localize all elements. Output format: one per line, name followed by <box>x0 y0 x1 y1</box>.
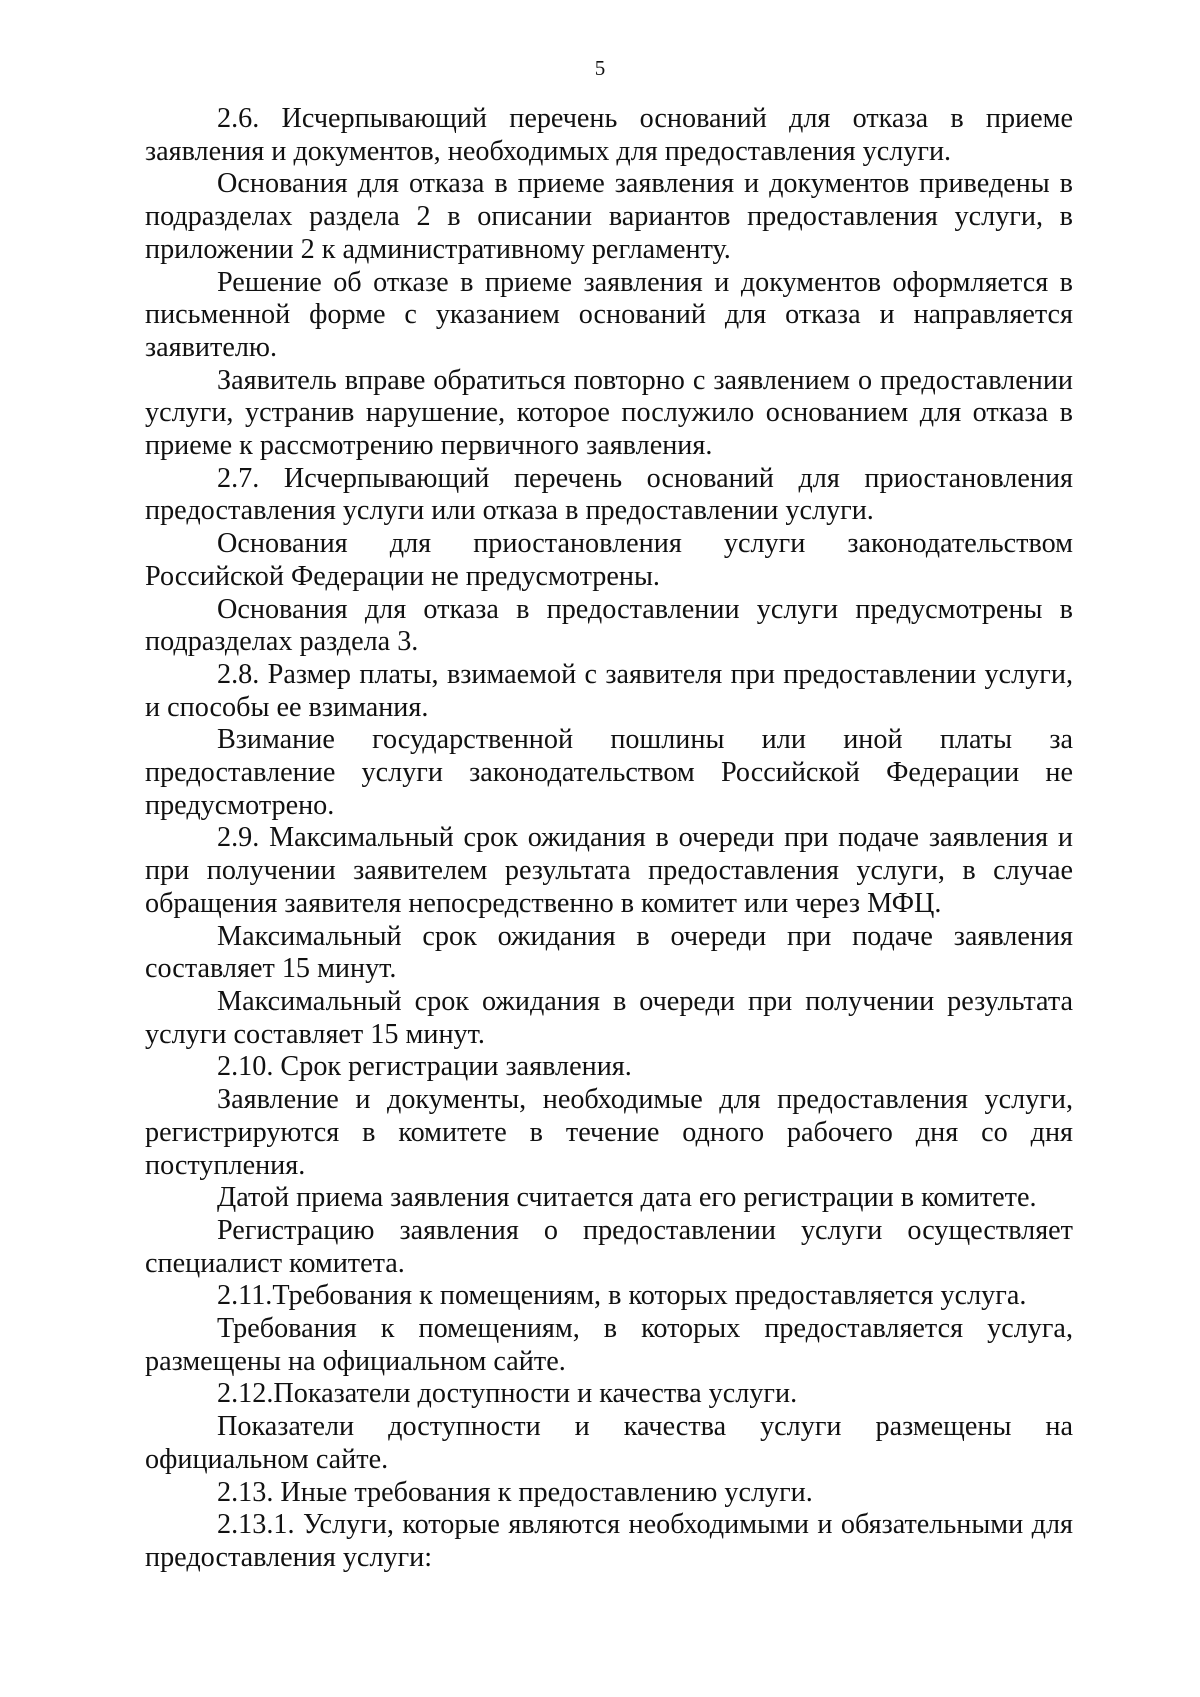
paragraph-2-7-heading: 2.7. Исчерпывающий перечень оснований для приостановления предоставления услуги или отказа в предоставлении услуги. <box>145 462 1073 527</box>
paragraph: Показатели доступности и качества услуги размещены на официальном сайте. <box>145 1411 1073 1475</box>
paragraph: Взимание государственной пошлины или иной платы за предоставление услуги законодательством Российской Федерации не предусмотрено. <box>145 724 1073 821</box>
paragraph-2-6-heading: 2.6. Исчерпывающий перечень оснований для отказа в приеме заявления и документов, необходимых для предоставления услуги. <box>145 103 1073 167</box>
paragraph-2-13-1-heading: 2.13.1. Услуги, которые являются необходимыми и обязательными для предоставления услуги: <box>145 1509 1073 1573</box>
page-number: 5 <box>594 56 606 80</box>
document-body <box>145 103 1073 1575</box>
paragraph-2-13-heading: 2.13. Иные требования к предоставлению услуги. <box>217 1476 813 1508</box>
paragraph-2-10-heading: 2.10. Срок регистрации заявления. <box>217 1051 632 1083</box>
paragraph: Максимальный срок ожидания в очереди при получении результата услуги составляет 15 минут. <box>145 985 1073 1050</box>
paragraph-2-12-heading: 2.12.Показатели доступности и качества услуги. <box>217 1378 798 1410</box>
paragraph-2-9-heading: 2.9. Максимальный срок ожидания в очереди при подаче заявления и при получении заявителем результата предоставления услуги, в случае обращения заявителя непосредственно в комитет или через МФЦ. <box>145 822 1073 919</box>
paragraph: Регистрацию заявления о предоставлении услуги осуществляет специалист комитета. <box>145 1214 1073 1279</box>
paragraph: Максимальный срок ожидания в очереди при подаче заявления составляет 15 минут. <box>145 920 1073 985</box>
paragraph: Решение об отказе в приеме заявления и документов оформляется в письменной форме с указанием оснований для отказа и направляется заявителю. <box>145 266 1073 363</box>
paragraph: Заявление и документы, необходимые для предоставления услуги, регистрируются в комитете в течение одного рабочего дня со дня поступления. <box>145 1084 1073 1181</box>
paragraph: Требования к помещениям, в которых предоставляется услуга, размещены на официальном сайте. <box>145 1313 1073 1377</box>
paragraph-2-11-heading: 2.11.Требования к помещениям, в которых предоставляется услуга. <box>217 1280 1027 1312</box>
paragraph: Основания для отказа в предоставлении услуги предусмотрены в подразделах раздела 3. <box>145 593 1073 658</box>
paragraph-2-8-heading: 2.8. Размер платы, взимаемой с заявителя при предоставлении услуги, и способы ее взимания. <box>145 658 1073 723</box>
paragraph: Датой приема заявления считается дата его регистрации в комитете. <box>217 1182 1037 1214</box>
paragraph: Заявитель вправе обратиться повторно с заявлением о предоставлении услуги, устранив нарушение, которое послужило основанием для отказа в приеме к рассмотрению первичного заявления. <box>145 364 1073 462</box>
paragraph: Основания для отказа в приеме заявления и документов приведены в подразделах раздела 2 в описании вариантов предоставления услуги, в приложении 2 к административному регламенту. <box>145 168 1073 265</box>
paragraph: Основания для приостановления услуги законодательством Российской Федерации не предусмотрены. <box>145 528 1073 592</box>
